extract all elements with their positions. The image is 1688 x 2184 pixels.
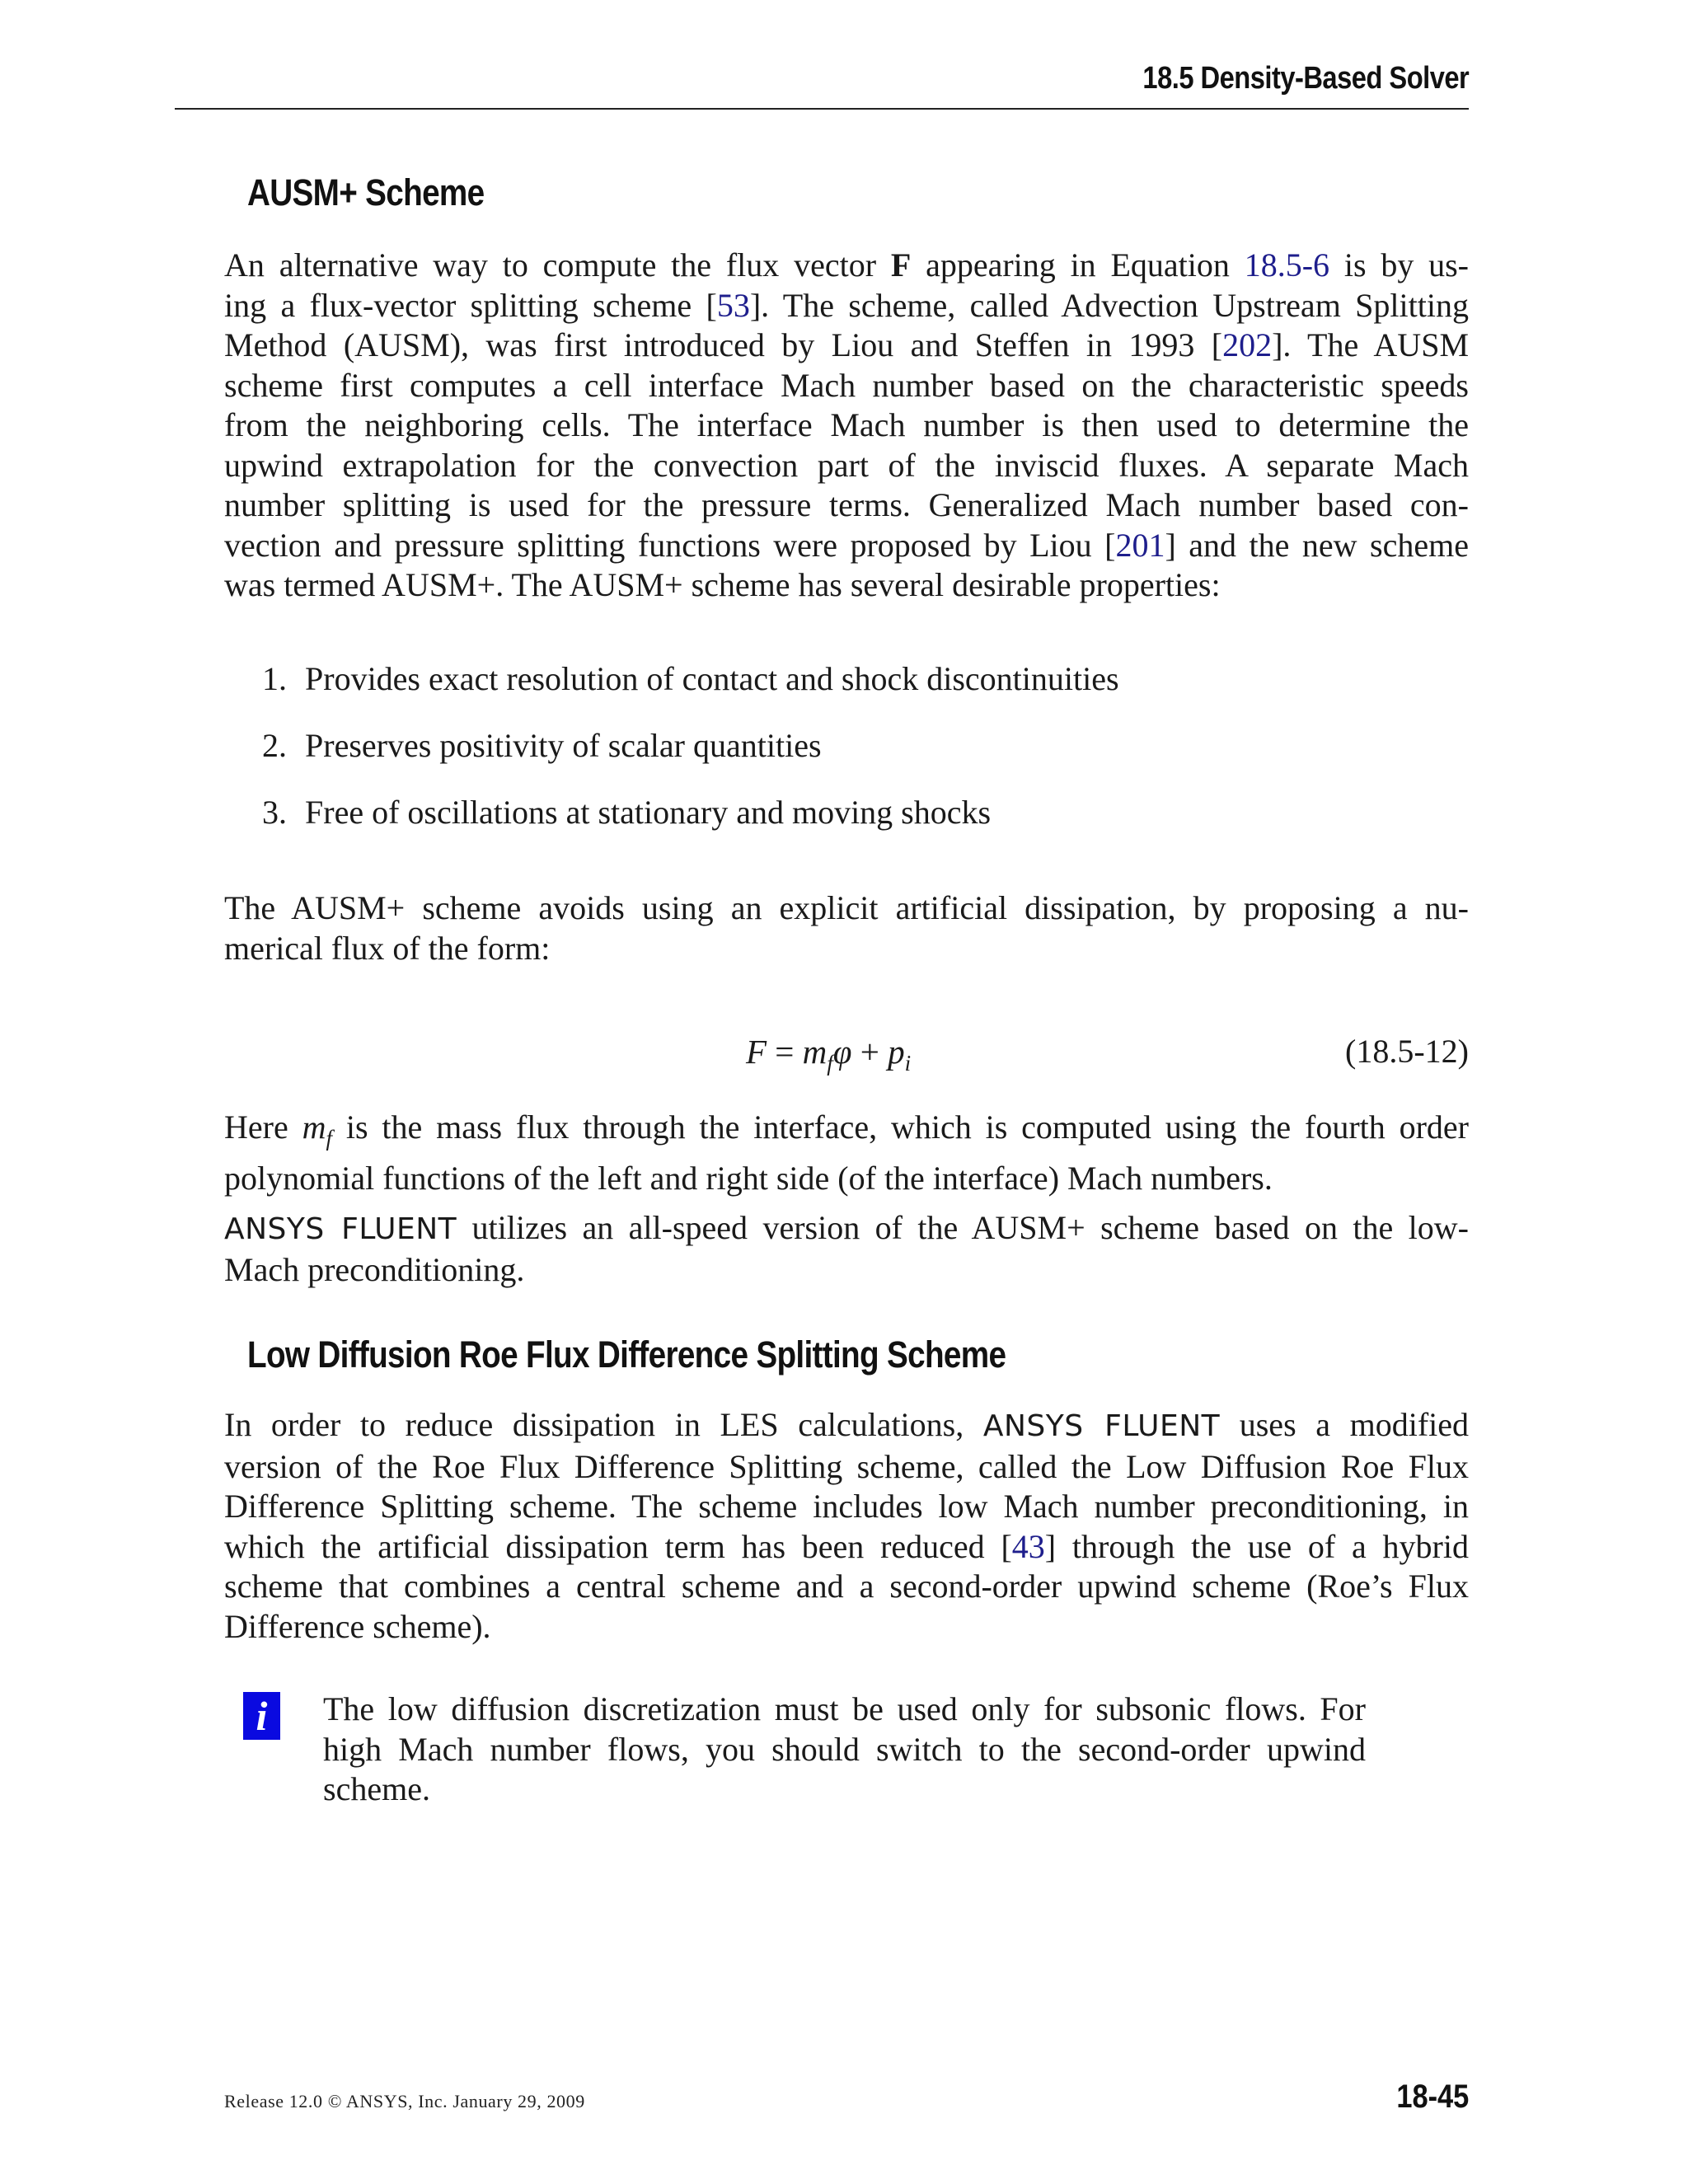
equation-reference-link[interactable]: 18.5-6 [1244,246,1330,284]
release-footer: Release 12.0 © ANSYS, Inc. January 29, 2009 [224,2091,585,2111]
list-item: 3. Free of oscillations at stationary and moving shocks [262,794,992,831]
text-line: An alternative way to compute the flux vector F appearing in Equation 18.5-6 is by us- [224,246,1470,284]
text-line: scheme that combines a central scheme and a second-order upwind scheme (Roe’s Flux [224,1568,1469,1605]
running-header: 18.5 Density-Based Solver [1142,61,1469,96]
text-line: vection and pressure splitting functions were proposed by Liou [201] and the new scheme [224,526,1469,564]
citation-link[interactable]: 53 [716,286,750,324]
text-line: Method (AUSM), was first introduced by Liou and Steffen in 1993 [202]. The AUSM [224,326,1470,363]
list-item: 2. Preserves positivity of scalar quantities [262,727,822,764]
flux-equation: $F = m_f\varphi + p_i$ [746,1033,912,1076]
text-line: Mach preconditioning. [224,1250,525,1288]
info-icon: i [243,1692,280,1740]
text-line: Here $m_f$ is the mass flux through the interface, which is computed using the fourth order [224,1108,1469,1151]
text-line: Difference Splitting scheme. The scheme includes low Mach number preconditioning, in [224,1488,1469,1525]
text-line: ANSYS FLUENT utilizes an all-speed version of the AUSM+ scheme based on the low- [224,1209,1469,1246]
text-line: scheme. [323,1770,430,1807]
product-name: ANSYS FLUENT [224,1212,457,1246]
product-name: ANSYS FLUENT [982,1409,1221,1443]
page-number: 18-45 [1396,2079,1469,2115]
paragraph-ausm-intro [224,246,1469,606]
paragraph-low-diffusion-roe [224,1405,1469,1647]
text-line: merical flux of the form: [224,929,551,967]
paragraph-mass-flux [224,1108,1469,1198]
list-item: 1. Provides exact resolution of contact and shock discontinuities [262,660,1119,697]
text-line: ing a flux-vector splitting scheme [53]. The scheme, called Advection Upstream Splitting [224,286,1469,324]
flux-vector-symbol: F [890,246,912,284]
citation-link[interactable]: 201 [1115,526,1165,564]
citation-link[interactable]: 202 [1222,326,1273,363]
text-line: version of the Roe Flux Difference Splitting scheme, called the Low Diffusion Roe Flux [224,1447,1469,1485]
paragraph-numerical-flux [224,888,1469,968]
text-line: high Mach number flows, you should switch to the second-order upwind [323,1730,1366,1768]
text-line: from the neighboring cells. The interface Mach number is then used to determine the [224,406,1469,443]
section-heading-low-diffusion-roe: Low Diffusion Roe Flux Difference Splitting Scheme [247,1333,1006,1376]
text-line: Difference scheme). [224,1607,491,1645]
info-note [323,1690,1366,1810]
text-line: In order to reduce dissipation in LES calculations, ANSYS FLUENT uses a modified [224,1406,1470,1443]
citation-link[interactable]: 43 [1011,1527,1045,1565]
text-line: which the artificial dissipation term has been reduced [43] through the use of a hybrid [224,1527,1469,1565]
text-line: was termed AUSM+. The AUSM+ scheme has several desirable properties: [224,566,1221,603]
section-heading-ausm: AUSM+ Scheme [247,171,485,213]
text-line: polynomial functions of the left and right side (of the interface) Mach numbers. [224,1159,1273,1197]
text-line: The low diffusion discretization must be used only for subsonic flows. For [323,1690,1366,1727]
text-line: scheme first computes a cell interface Mach number based on the characteristic speeds [224,366,1469,404]
header-rule [175,108,1469,110]
text-line: number splitting is used for the pressure terms. Generalized Mach number based con- [224,486,1469,523]
equation-number: (18.5-12) [1345,1033,1469,1070]
text-line: upwind extrapolation for the convection part of the inviscid fluxes. A separate Mach [224,446,1469,484]
paragraph-all-speed [224,1208,1469,1290]
text-line: The AUSM+ scheme avoids using an explicit artificial dissipation, by proposing a nu- [224,889,1469,926]
